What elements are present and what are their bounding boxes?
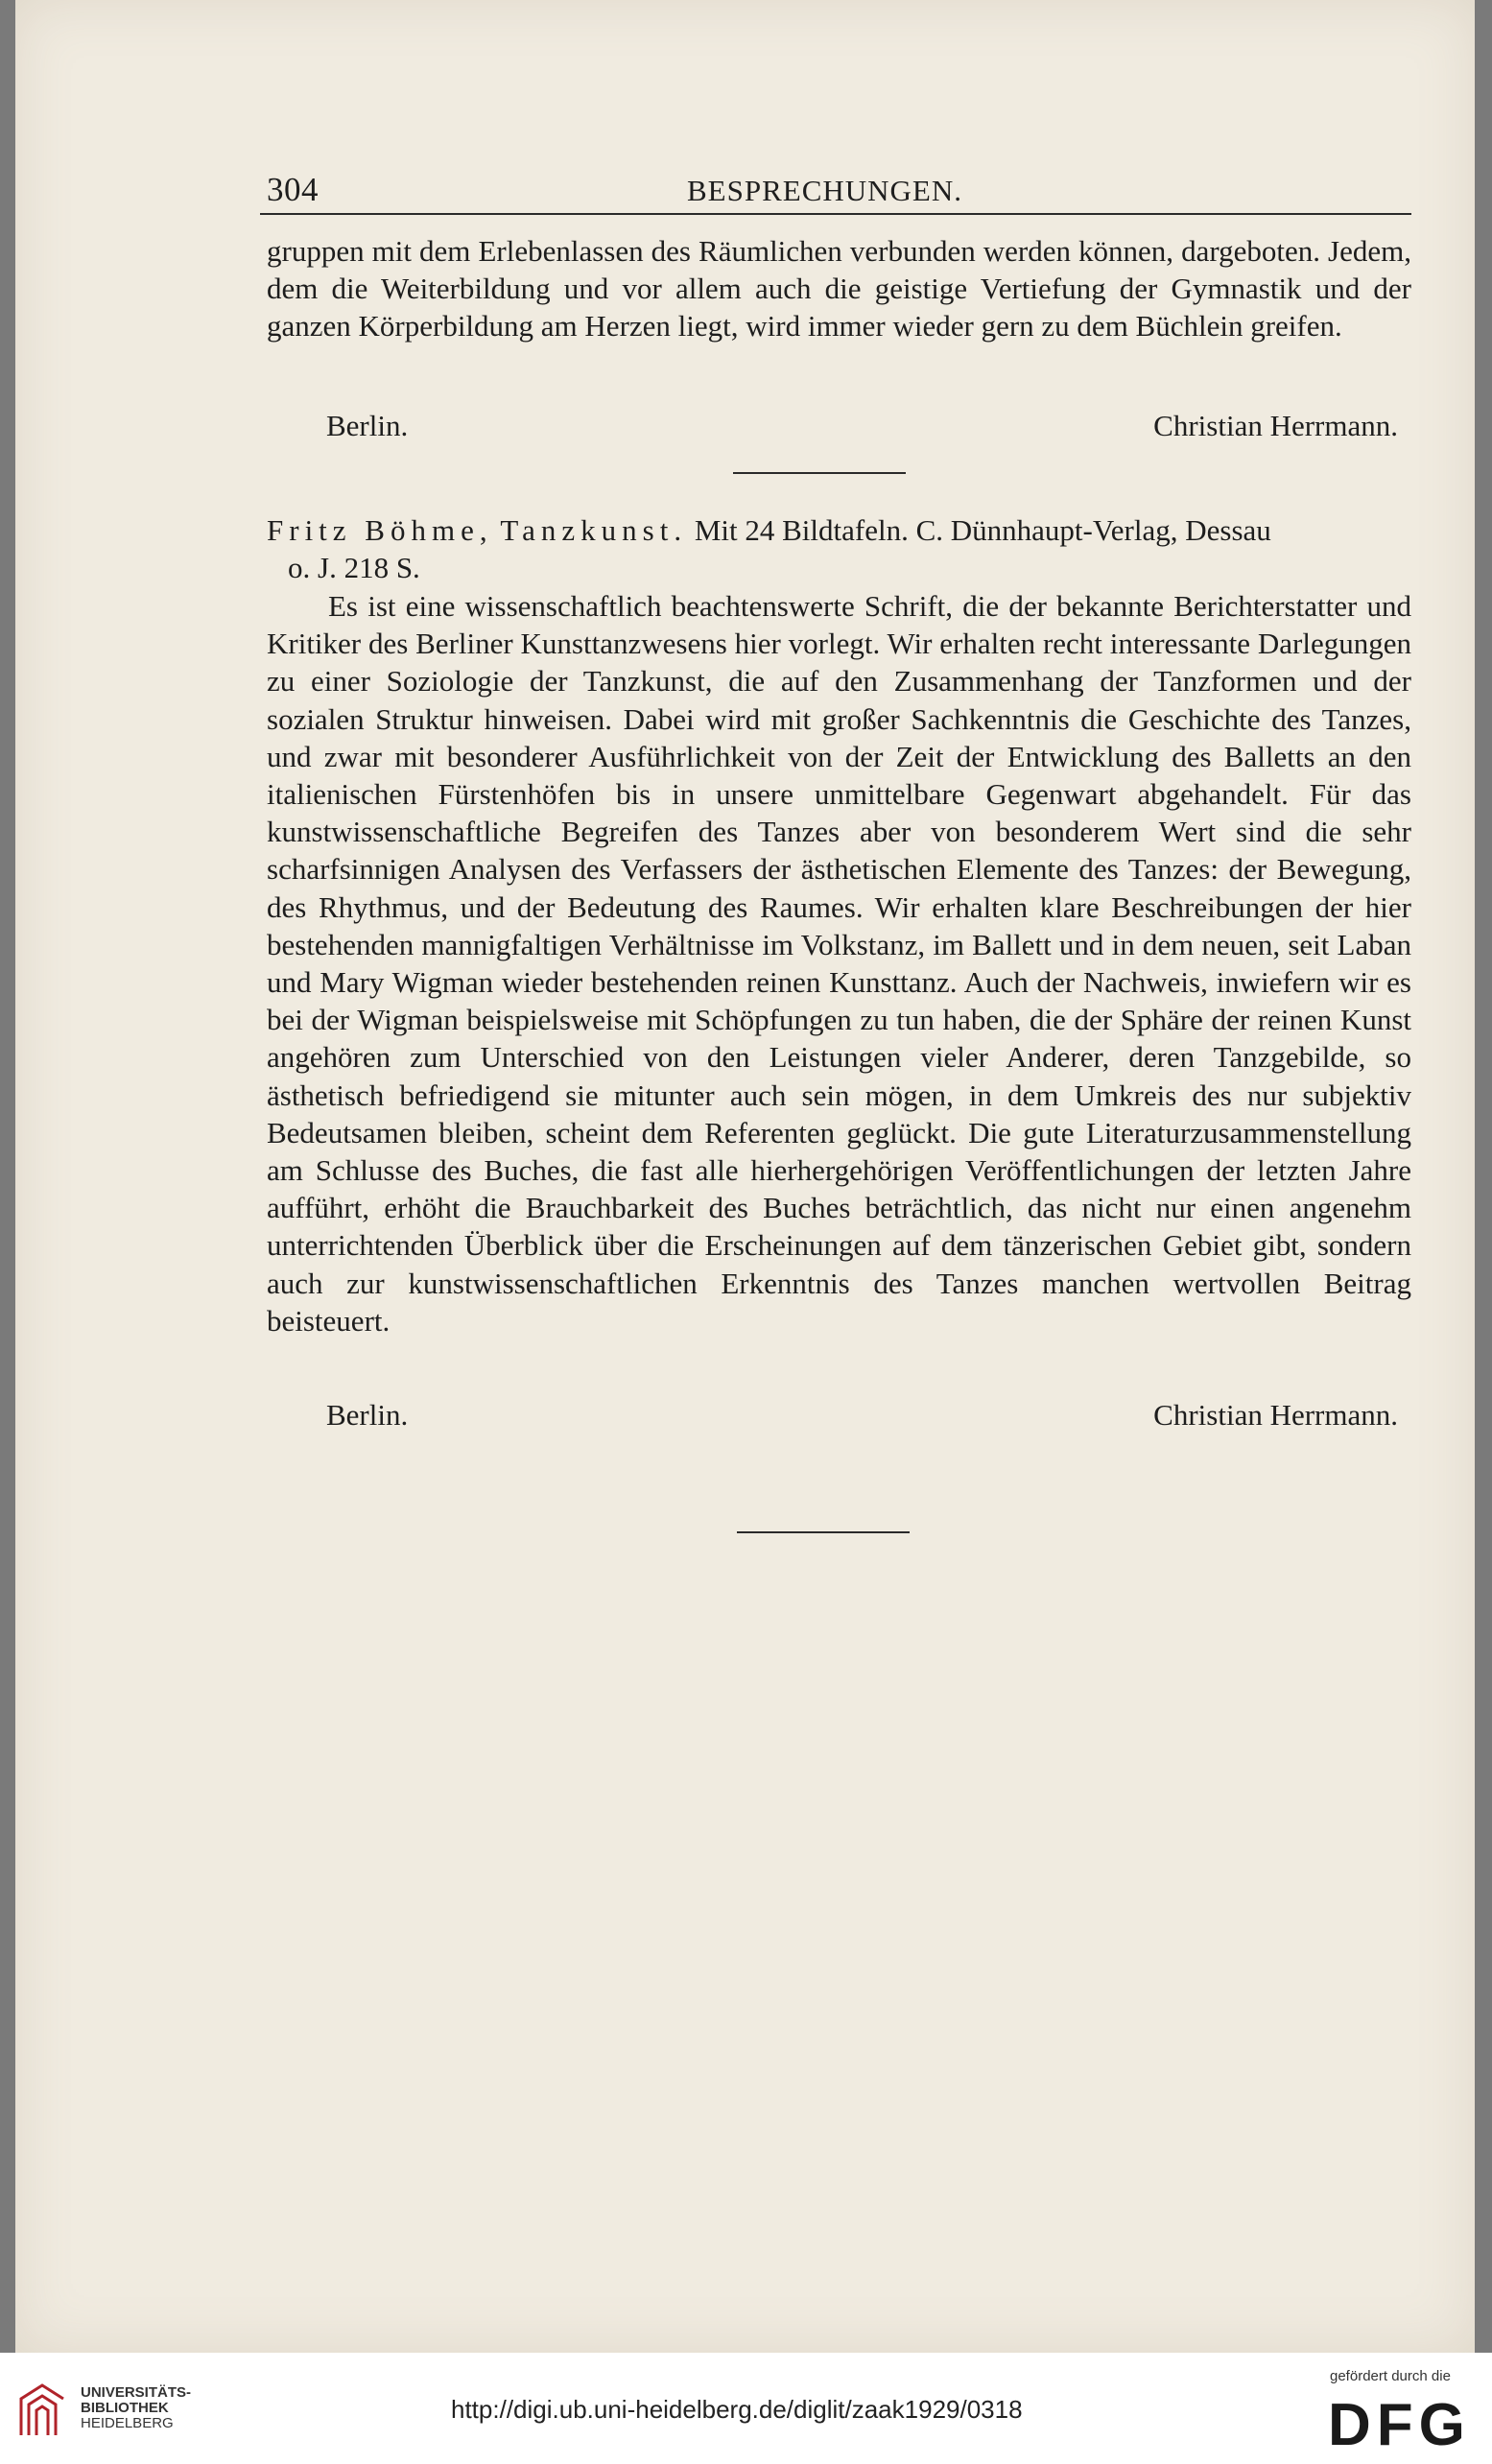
biblio-line1 xyxy=(267,511,1411,549)
review2-paragraph: Es ist eine wissenschaftlich beachtenswerte Schrift, die der bekannte Berichterstatter und Kritiker des Berliner Kunsttanzwesens hier vorlegt. Wir erhalten recht interessante Darlegungen zu einer Soziologie der Tanzkunst, die auf den Zusammenhang der Tanzformen und der sozialen Struktur hinweisen. Dabei wird mit großer Sachkenntnis die Geschichte des Tanzes, und zwar mit besonderer Ausführlichkeit von der Zeit der Entwicklung des Balletts an den italienischen Fürstenhöfen bis in unsere unmittelbare Gegenwart abgehandelt. Für das kunstwissenschaftliche Begreifen des Tanzes aber von besonderem Wert sind die sehr scharfsinnigen Analysen des Verfassers der ästhetischen Elemente des Tanzes: der Bewegung, des Rhythmus, und der Bedeutung des Raumes. Wir erhalten klare Beschreibungen der hier bestehenden mannigfaltigen Verhältnisse im Volkstanz, im Ballett und in dem neuen, seit Laban und Mary Wigman wieder bestehenden reinen Kunsttanz. Auch der Nachweis, inwiefern wir es bei der Wigman beispielsweise mit Schöpfungen zu tun haben, die der Sphäre der reinen Kunst angehören zum Unterschied von den Leistungen vieler Anderer, deren Tanzgebilde, so ästhetisch befriedigend sie mitunter auch sein mögen, in dem Umkreis des nur subjektiv Bedeutsamen bleiben, scheint dem Referenten geglückt. Die gute Literaturzusammenstellung am Schlusse des Buches, die fast alle hierhergehörigen Veröffentlichungen der letzten Jahre aufführt, erhöht die Brauchbarkeit des Buches beträchtlich, das nicht nur einen angenehm unterrichtenden Überblick über die Erscheinungen auf dem tänzerischen Gebiet gibt, sondern auch zur kunstwissenschaftlichen Erkenntnis des Tanzes manchen wertvollen Beitrag beisteuert. xyxy=(267,589,1411,1338)
digitization-footer xyxy=(0,2353,1492,2464)
library-name xyxy=(81,2385,191,2431)
funding-label: gefördert durch die xyxy=(1330,2368,1451,2384)
review1-paragraph: gruppen mit dem Erlebenlassen des Räumlichen verbunden werden können, dargeboten. Jedem, dem die Weiterbildung und vor allem auch die geistige Vertiefung der Gymnastik und der ganzen Körperbildung am Herzen liegt, wird immer wieder gern zu dem Büchlein greifen. xyxy=(267,234,1411,344)
end-divider xyxy=(737,1531,910,1533)
header-rule xyxy=(260,213,1411,215)
review2-signature xyxy=(267,1398,1411,1436)
library-name-line1: UNIVERSITÄTS- xyxy=(81,2384,192,2401)
review1-body xyxy=(267,232,1411,345)
book-details-2: o. J. 218 S. xyxy=(288,551,420,584)
book-author: Fritz Böhme, xyxy=(267,513,493,547)
library-name-line3: HEIDELBERG xyxy=(81,2415,174,2431)
review1-place: Berlin. xyxy=(326,409,409,442)
book-title: Tanzkunst. xyxy=(500,513,688,547)
review1-signature xyxy=(267,409,1411,447)
book-details: Mit 24 Bildtafeln. C. Dünnhaupt-Verlag, Dessau xyxy=(694,513,1271,547)
review2-place: Berlin. xyxy=(326,1398,409,1432)
review2-bibliography xyxy=(267,511,1411,586)
library-name-line2: BIBLIOTHEK xyxy=(81,2400,169,2416)
page-number: 304 xyxy=(267,171,319,208)
section-divider xyxy=(733,472,906,474)
review2-body xyxy=(267,587,1411,1339)
scanned-page xyxy=(15,0,1475,2353)
running-head: BESPRECHUNGEN. xyxy=(687,174,963,207)
library-logo-icon xyxy=(13,2378,71,2445)
review1-author: Christian Herrmann. xyxy=(1153,409,1398,442)
review2-author: Christian Herrmann. xyxy=(1153,1398,1398,1432)
dfg-logo: DFG xyxy=(1328,2392,1471,2458)
permalink[interactable]: http://digi.ub.uni-heidelberg.de/diglit/zaak1929/0318 xyxy=(451,2395,1023,2424)
